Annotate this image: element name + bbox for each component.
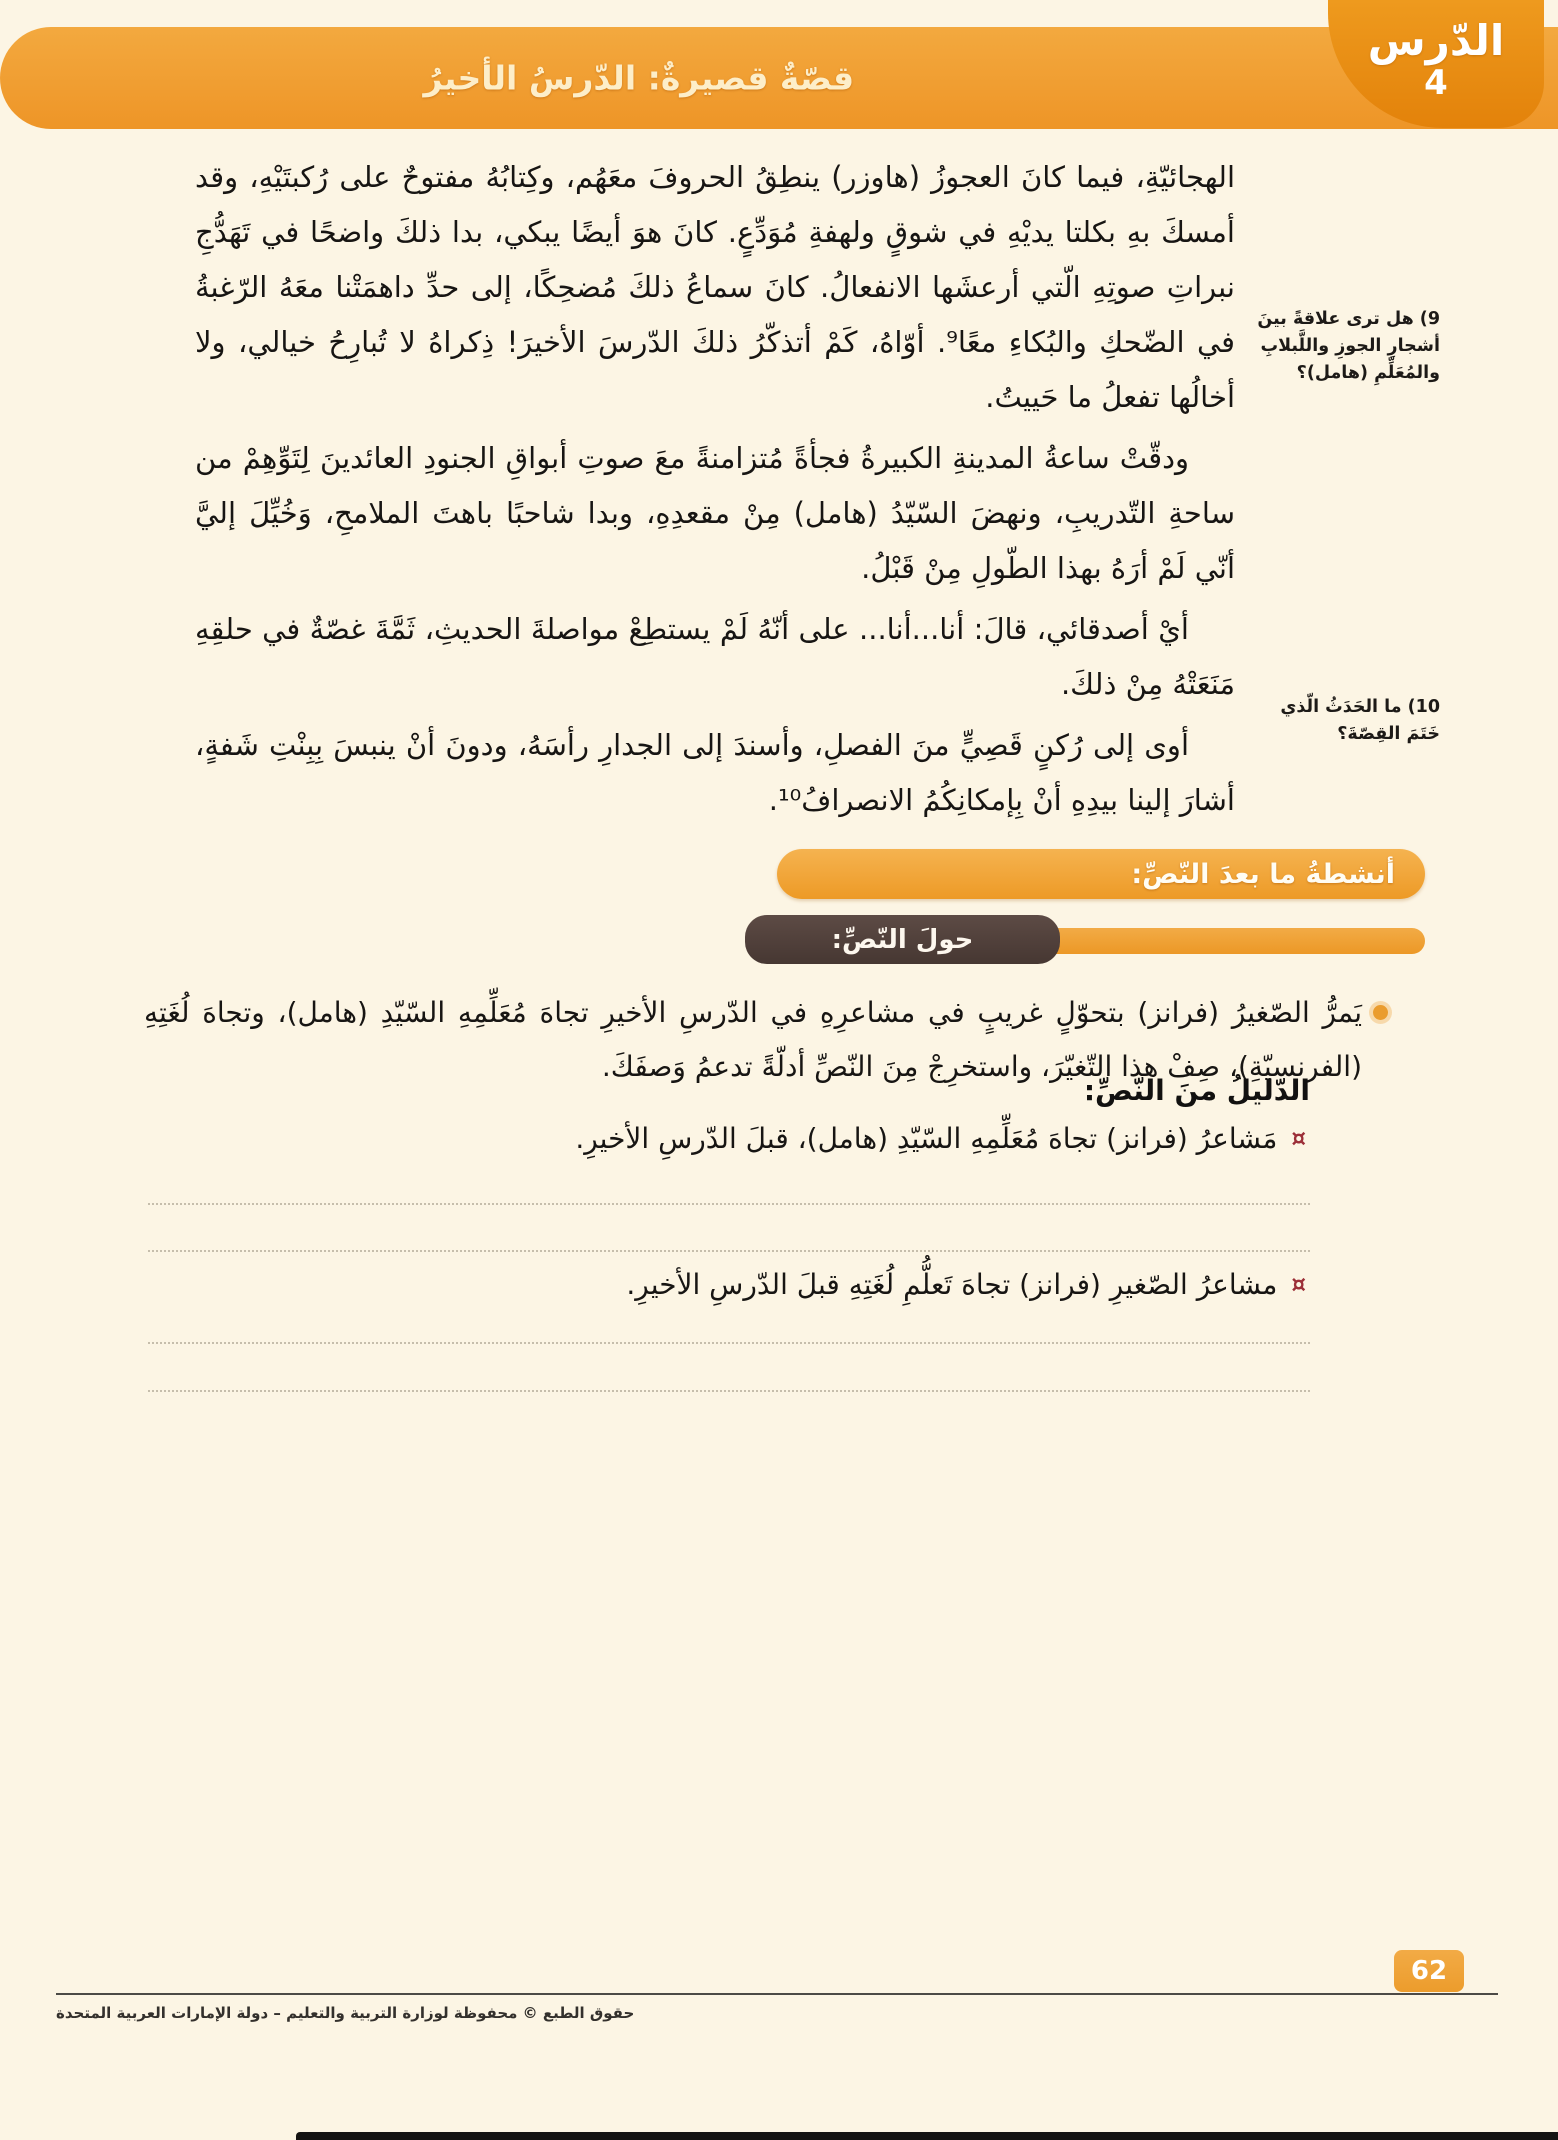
activities-banner (777, 849, 1425, 899)
answer-line (148, 1250, 1310, 1252)
answer-line (148, 1342, 1310, 1344)
footer-rule (56, 1993, 1498, 1995)
margin-note-10: 10) ما الحَدَثُ الّذي خَتَمَ القِصّةَ؟ (1280, 697, 1440, 744)
answer-line (148, 1203, 1310, 1205)
evidence-item-text: مَشاعرُ (فرانز) تجاهَ مُعَلِّمِهِ السّيّدِ (هامل)، قبلَ الدّرسِ الأخيرِ. (575, 1122, 1278, 1155)
page-scan-edge (296, 2132, 1558, 2140)
evidence-bullet-icon: ¤ (1291, 1126, 1306, 1152)
question-bullet-icon (1373, 1005, 1388, 1020)
evidence-item-text: مشاعرُ الصّغيرِ (فرانز) تجاهَ تَعلُّمِ لُغَتِهِ قبلَ الدّرسِ الأخيرِ. (626, 1268, 1278, 1301)
page-title: قصّةٌ قصيرةٌ: الدّرسُ الأخيرُ (423, 58, 855, 98)
story-paragraph: الهجائيّةِ، فيما كانَ العجوزُ (هاوزر) ينطِقُ الحروفَ معَهُم، وكِتابُهُ مفتوحٌ على رُكبتَيْهِ، وقد أمسكَ بهِ بكلتا يديْهِ في شوقٍ ولهفةِ مُوَدِّعٍ. كانَ هوَ أيضًا يبكي، بدا ذلكَ واضحًا في تَهَدُّجِ نبراتِ صوتِهِ الّتي أرعشَها الانفعالُ. كانَ سماعُ ذلكَ مُضحِكًا، إلى حدِّ داهمَتْنا معَهُ الرّغبةُ في الضّحكِ والبُكاءِ معًا⁹. أوّاهُ، كَمْ أتذكّرُ ذلكَ الدّرسَ الأخيرَ! ذِكراهُ لا تُبارِحُ خيالي، ولا أخالُها تفعلُ ما حَييتُ. (195, 160, 1236, 414)
story-paragraph: أيْ أصدقائي، قالَ: أنا...أنا... على أنّهُ لَمْ يستطِعْ مواصلةَ الحديثِ، ثَمَّةَ غصّةٌ في حلقِهِ مَنَعَتْهُ مِنْ ذلكَ. (195, 612, 1235, 701)
evidence-heading: الدّليلُ منَ النّصِّ: (1083, 1074, 1310, 1107)
activities-banner-label: أنشطةُ ما بعدَ النّصِّ: (1131, 858, 1395, 890)
activity-question: يَمرُّ الصّغيرُ (فرانز) بتحوّلٍ غريبٍ في مشاعرِهِ في الدّرسِ الأخيرِ تجاهَ مُعَلِّمِهِ السّيّدِ (هامل)، وتجاهَ لُغَتِهِ (الفرنسيّةِ)، صِفْ هذا التّغيّرَ، واستخرِجْ مِنَ النّصِّ أدلّةً تدعمُ وَصفَكَ. (144, 996, 1362, 1083)
story-text-block (195, 150, 1235, 834)
margin-note-9: 9) هل ترى علاقةً بينَ أشجارِ الجوزِ واللَّبلابِ والمُعَلِّمِ (هامل)؟ (1257, 309, 1440, 383)
evidence-item (626, 1268, 1306, 1301)
story-paragraph: أوى إلى رُكنٍ قَصِيٍّ منَ الفصلِ، وأسندَ إلى الجدارِ رأسَهُ، ودونَ أنْ ينبسَ بِبِنْتِ شَفةٍ، أشارَ إلينا بيدِهِ أنْ بِإمكانِكُمُ الانصرافُ¹⁰. (195, 728, 1235, 817)
evidence-item (575, 1122, 1306, 1155)
evidence-bullet-icon: ¤ (1291, 1272, 1306, 1298)
page-number-badge: 62 (1394, 1950, 1464, 1992)
lesson-label: الدّرس (1367, 15, 1505, 65)
answer-line (148, 1390, 1310, 1392)
lesson-number: 4 (1424, 63, 1448, 104)
about-text-banner (745, 915, 1060, 964)
header-band (0, 27, 1558, 129)
copyright-text: حقوق الطبع © محفوظة لوزارة التربية والتعليم – دولة الإمارات العربية المتحدة (56, 2004, 635, 2022)
section-banner-strip (1035, 928, 1425, 954)
about-text-label: حولَ النّصِّ: (831, 924, 974, 955)
story-paragraph: ودقّتْ ساعةُ المدينةِ الكبيرةُ فجأةً مُتزامنةً معَ صوتِ أبواقِ الجنودِ العائدينَ لِتَوِّهِمْ من ساحةِ التّدريبِ، ونهضَ السّيّدُ (هامل) مِنْ مقعدِهِ، وبدا شاحبًا باهتَ الملامحِ، وَخُيِّلَ إليَّ أنّي لَمْ أرَهُ بهذا الطّولِ مِنْ قَبْلُ. (195, 441, 1235, 585)
